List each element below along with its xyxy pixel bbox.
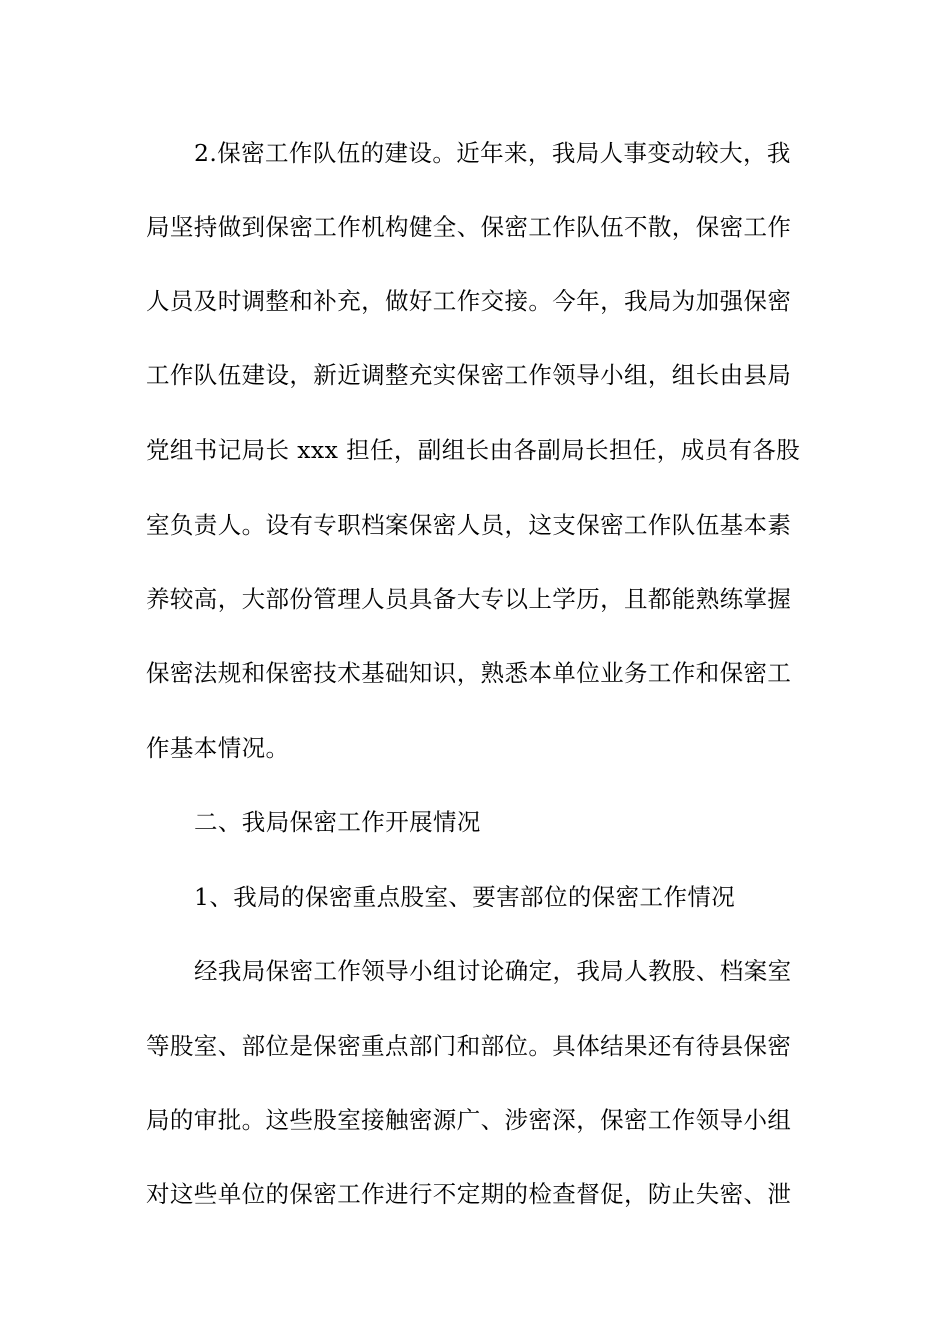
paragraph-line: 工作队伍建设，新近调整充实保密工作领导小组，组长由县局 xyxy=(146,361,792,389)
paragraph-line: 室负责人。设有专职档案保密人员，这支保密工作队伍基本素 xyxy=(146,511,792,539)
paragraph-line: 对这些单位的保密工作进行不定期的检查督促，防止失密、泄 xyxy=(146,1180,792,1208)
paragraph-line: 党组书记局长 xxx 担任，副组长由各副局长担任，成员有各股 xyxy=(146,436,801,464)
section-heading: 二、我局保密工作开展情况 xyxy=(194,808,481,836)
paragraph-line: 局坚持做到保密工作机构健全、保密工作队伍不散，保密工作 xyxy=(146,213,792,241)
paragraph-line: 作基本情况。 xyxy=(146,734,290,762)
paragraph-line: 人员及时调整和补充，做好工作交接。今年，我局为加强保密 xyxy=(146,287,792,315)
paragraph-line: 保密法规和保密技术基础知识，熟悉本单位业务工作和保密工 xyxy=(146,659,792,687)
paragraph-line: 经我局保密工作领导小组讨论确定，我局人教股、档案室 xyxy=(194,957,792,985)
paragraph-line: 2.保密工作队伍的建设。近年来，我局人事变动较大，我 xyxy=(194,139,791,167)
paragraph-line: 局的审批。这些股室接触密源广、涉密深，保密工作领导小组 xyxy=(146,1106,792,1134)
paragraph-line: 养较高，大部份管理人员具备大专以上学历，且都能熟练掌握 xyxy=(146,585,792,613)
subsection-heading: 1、我局的保密重点股室、要害部位的保密工作情况 xyxy=(194,883,736,911)
paragraph-line: 等股室、部位是保密重点部门和部位。具体结果还有待县保密 xyxy=(146,1032,792,1060)
